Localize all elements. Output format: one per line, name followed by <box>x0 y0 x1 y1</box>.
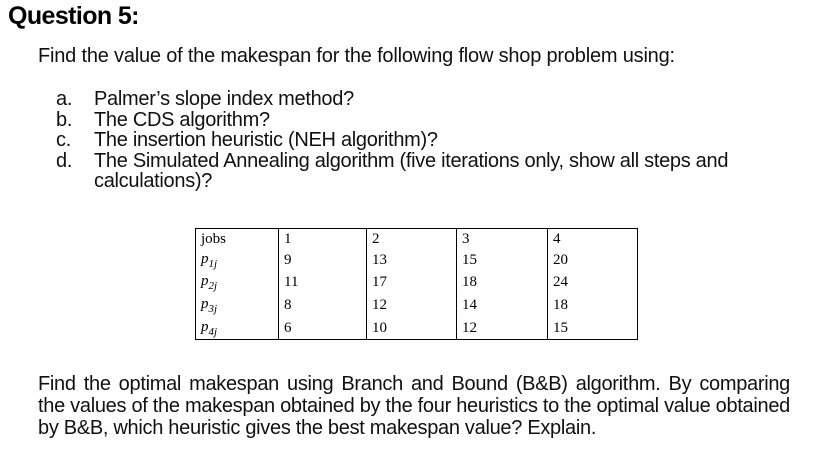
table-cell: 10 <box>367 317 457 340</box>
table-cell: 17 <box>367 272 457 295</box>
table-cell: 12 <box>367 294 457 317</box>
table-row <box>196 272 638 295</box>
table-cell: 8 <box>279 294 367 317</box>
table-cell: 15 <box>548 317 638 340</box>
part-text: The Simulated Annealing algorithm (five iterations only, show all steps and calculations)? <box>94 149 729 192</box>
row-label-base: p <box>201 250 209 267</box>
question-part-b <box>56 110 826 131</box>
row-label-base: p <box>201 318 209 335</box>
row-label-subscript: 4j <box>208 325 218 338</box>
question-heading: Question 5: <box>8 2 139 30</box>
row-label-subscript: 3j <box>208 302 218 315</box>
table-cell: 11 <box>279 272 367 295</box>
table-row-label <box>196 294 279 317</box>
table-cell: 14 <box>457 294 548 317</box>
table-cell: 18 <box>548 294 638 317</box>
part-marker: a. <box>56 88 73 110</box>
table-header-row <box>196 229 638 250</box>
table-header-cell: 3 <box>457 229 548 250</box>
question-part-d <box>56 151 826 192</box>
table-row-label <box>196 272 279 295</box>
part-marker: b. <box>56 108 73 131</box>
table-cell: 9 <box>279 249 367 272</box>
table-cell: 18 <box>457 272 548 295</box>
table-row-label <box>196 317 279 340</box>
row-label-subscript: 2j <box>208 280 218 293</box>
part-text: Palmer’s slope index method? <box>94 88 354 110</box>
row-label-base: p <box>201 273 209 290</box>
closing-paragraph: Find the optimal makespan using Branch and Bound (B&B) algorithm. By comparing the values of the makespan obtained by the four heuristics to the optimal value obtained by B&B, which heuristic gives the best makespan value? Explain. <box>38 373 790 439</box>
part-marker: c. <box>56 129 71 151</box>
table-cell: 13 <box>367 249 457 272</box>
table-cell: 15 <box>457 249 548 272</box>
table-header-cell: 4 <box>548 229 638 250</box>
row-label-base: p <box>201 295 209 312</box>
question-part-a <box>56 89 826 110</box>
table-row <box>196 249 638 272</box>
question-part-c <box>56 130 826 151</box>
table-row <box>196 317 638 340</box>
processing-times-table <box>195 228 638 340</box>
table-row-label <box>196 249 279 272</box>
table-header-cell: 1 <box>279 229 367 250</box>
table-cell: 24 <box>548 272 638 295</box>
row-label-subscript: 1j <box>208 257 218 270</box>
table-header-cell: 2 <box>367 229 457 250</box>
part-marker: d. <box>56 149 73 172</box>
question-parts-list <box>56 89 826 192</box>
table-cell: 20 <box>548 249 638 272</box>
part-text: The insertion heuristic (NEH algorithm)? <box>94 129 438 151</box>
part-text: The CDS algorithm? <box>94 108 270 131</box>
table-header-label: jobs <box>196 229 279 250</box>
table-cell: 12 <box>457 317 548 340</box>
table-row <box>196 294 638 317</box>
question-intro: Find the value of the makespan for the following flow shop problem using: <box>38 45 675 67</box>
table-cell: 6 <box>279 317 367 340</box>
